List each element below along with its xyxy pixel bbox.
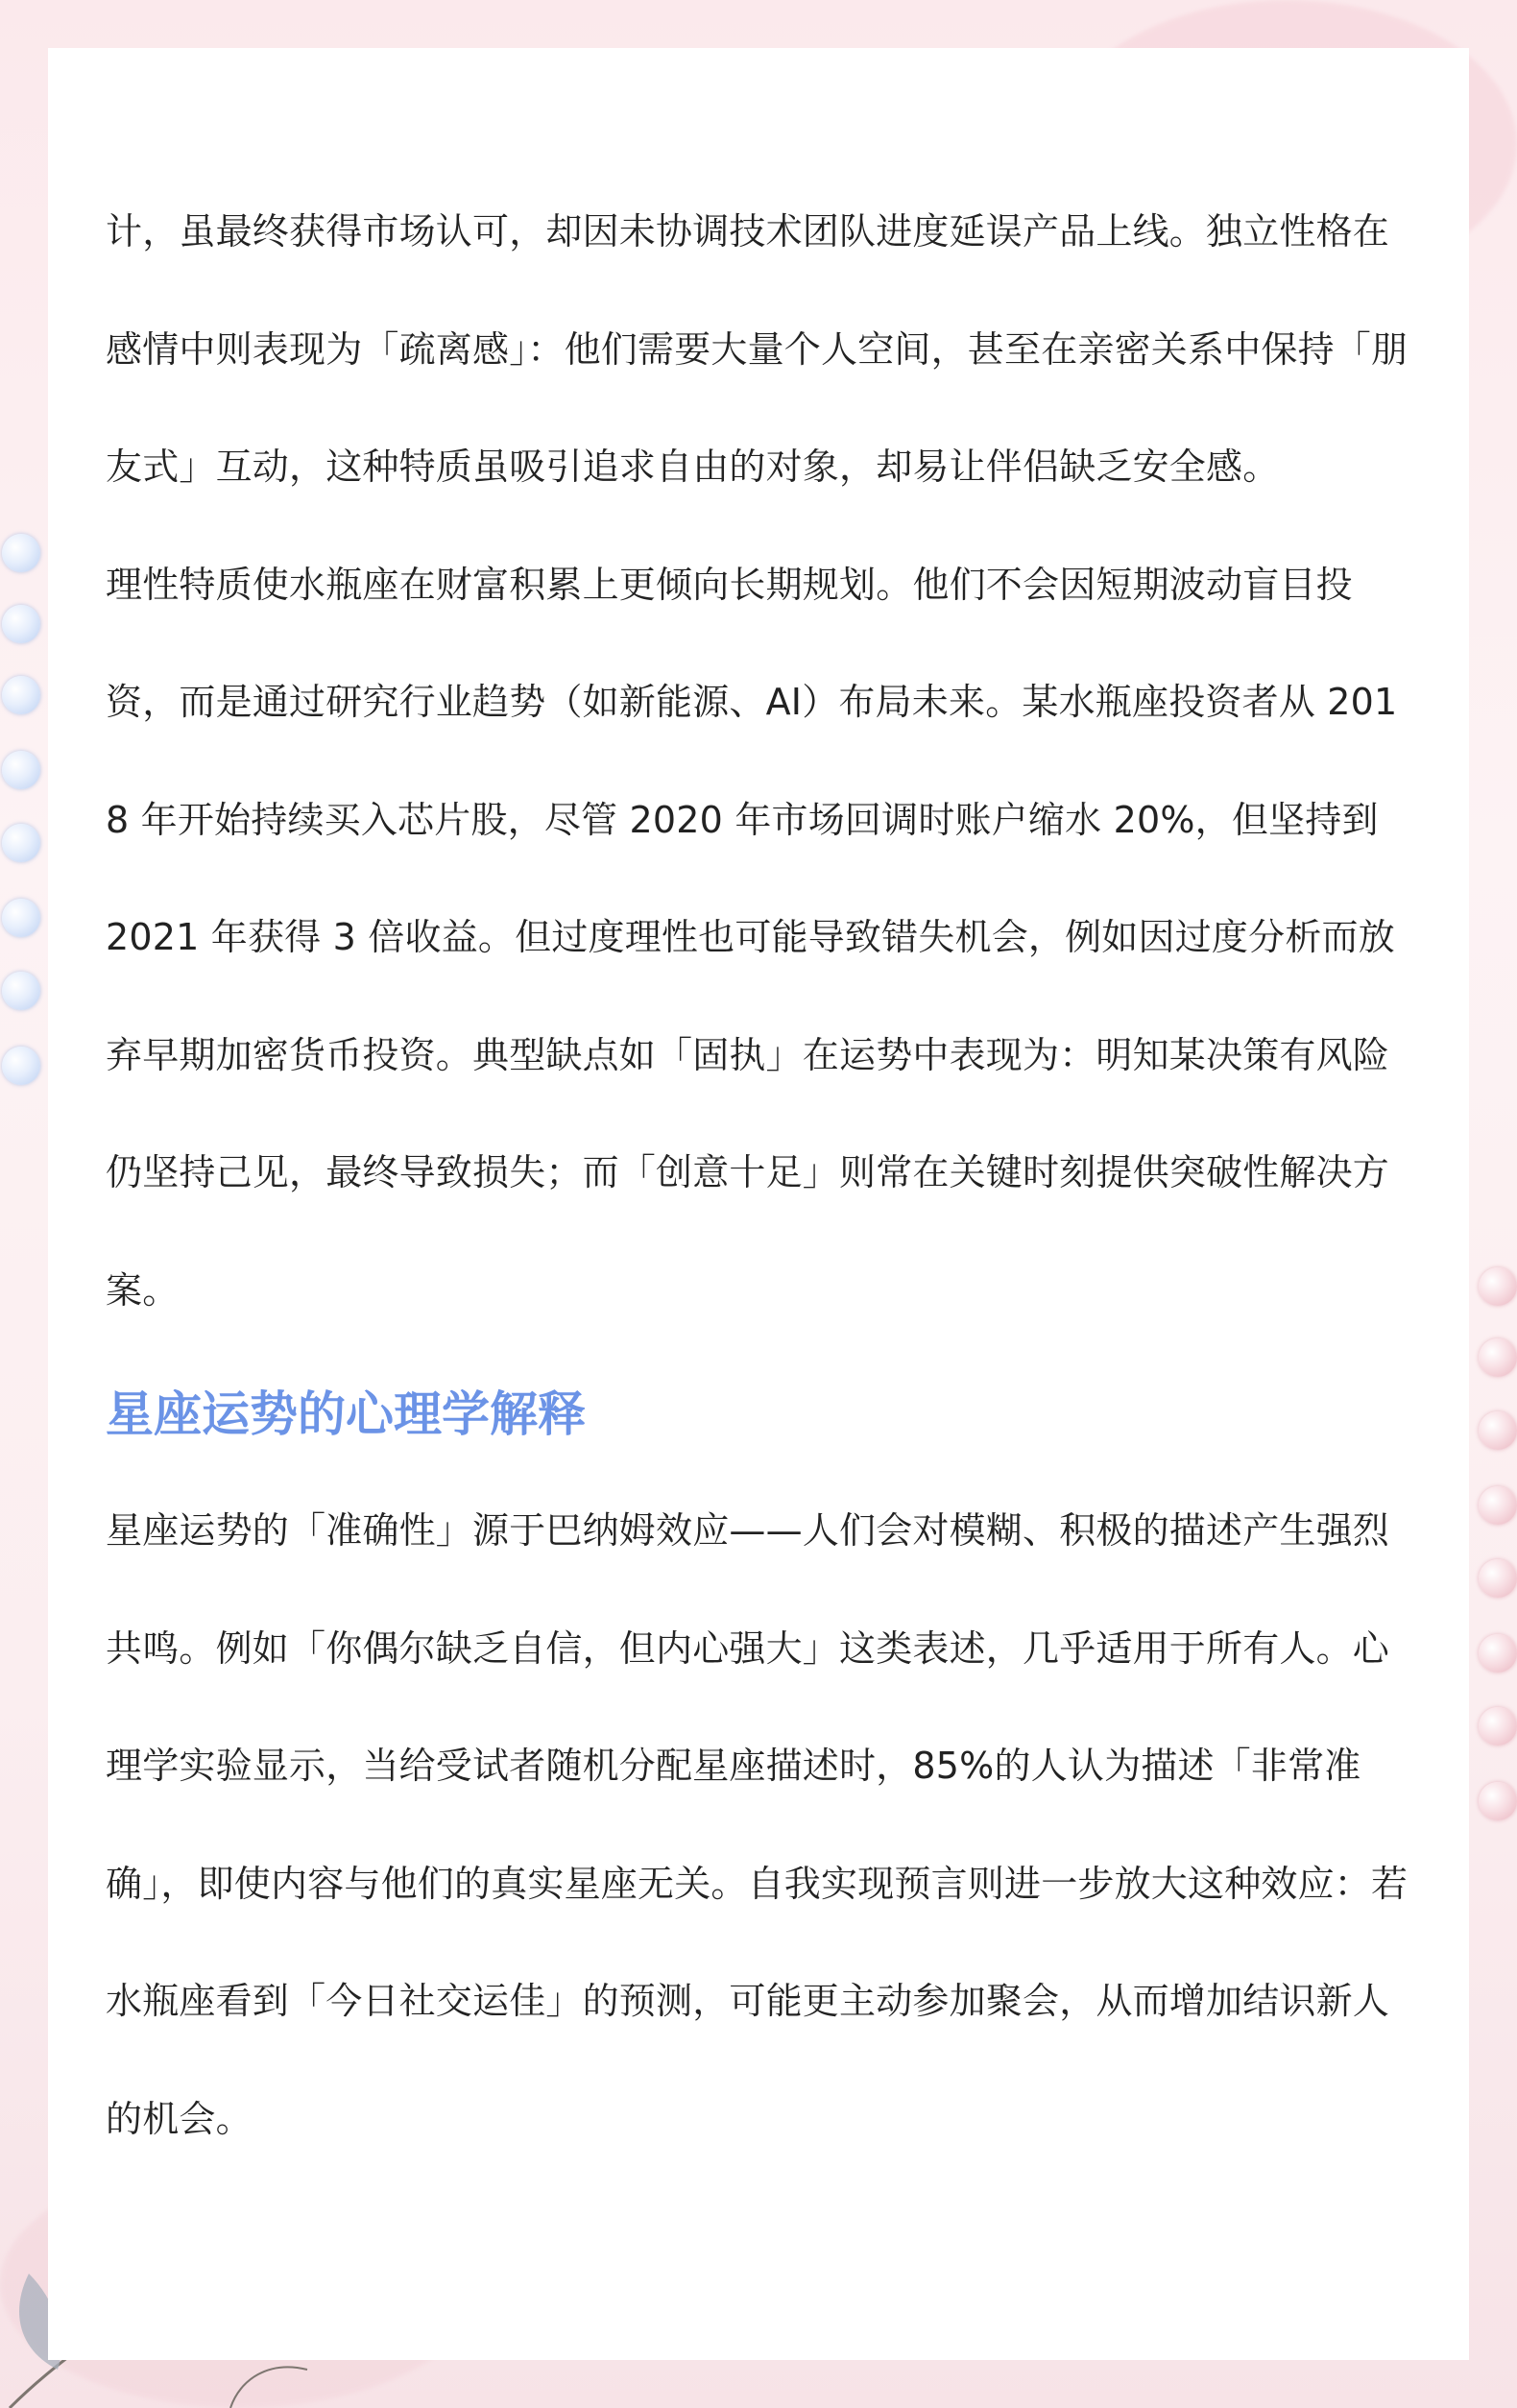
paragraph-wealth: 理性特质使水瓶座在财富积累上更倾向长期规划。他们不会因短期波动盲目投资，而是通过研究行业趋势（如新能源、AI）布局未来。某水瓶座投资者从 2018 年开始持续买入芯片股，尽管 2020 年市场回调时账户缩水 20%，但坚持到 2021 年获得 3 倍收益。但过度理性也可能导致错失机会，例如因过度分析而放弃早期加密货币投资。典型缺点如「固执」在运势中表现为：明知某决策有风险仍坚持己见，最终导致损失；而「创意十足」则常在关键时刻提供突破性解决方案。 [106,563,1398,1312]
pearl-bead-icon [2,751,40,789]
section-heading: 星座运势的心理学解释 [106,1386,586,1442]
pearl-bead-icon [2,534,40,572]
pink-pearl-bead-icon [1479,1486,1517,1525]
pink-pearl-bead-icon [1479,1782,1517,1820]
pink-pearl-bead-icon [1479,1707,1517,1746]
pink-pearl-bead-icon [1479,1634,1517,1673]
pink-pearl-bead-icon [1479,1559,1517,1598]
article-card [48,48,1469,2360]
pink-pearl-bead-icon [1479,1338,1517,1377]
pearl-bead-icon [2,899,40,937]
pearl-bead-icon [2,824,40,862]
pearl-bead-icon [2,972,40,1010]
pink-pearl-bead-icon [1479,1411,1517,1450]
pearl-bead-icon [2,1047,40,1085]
paragraph-psychology: 星座运势的「准确性」源于巴纳姆效应——人们会对模糊、积极的描述产生强烈共鸣。例如「你偶尔缺乏自信，但内心强大」这类表述，几乎适用于所有人。心理学实验显示，当给受试者随机分配星座描述时，85%的人认为描述「非常准确」，即使内容与他们的真实星座无关。自我实现预言则进一步放大这种效应：若水瓶座看到「今日社交运佳」的预测，可能更主动参加聚会，从而增加结识新人的机会。 [106,1509,1409,2140]
pink-pearl-bead-icon [1479,1267,1517,1306]
paragraph-relationship: 计，虽最终获得市场认可，却因未协调技术团队进度延误产品上线。独立性格在感情中则表现为「疏离感」：他们需要大量个人空间，甚至在亲密关系中保持「朋友式」互动，这种特质虽吸引追求自由的对象，却易让伴侣缺乏安全感。 [106,210,1409,488]
pearl-bead-icon [2,676,40,714]
pearl-bead-icon [2,605,40,643]
